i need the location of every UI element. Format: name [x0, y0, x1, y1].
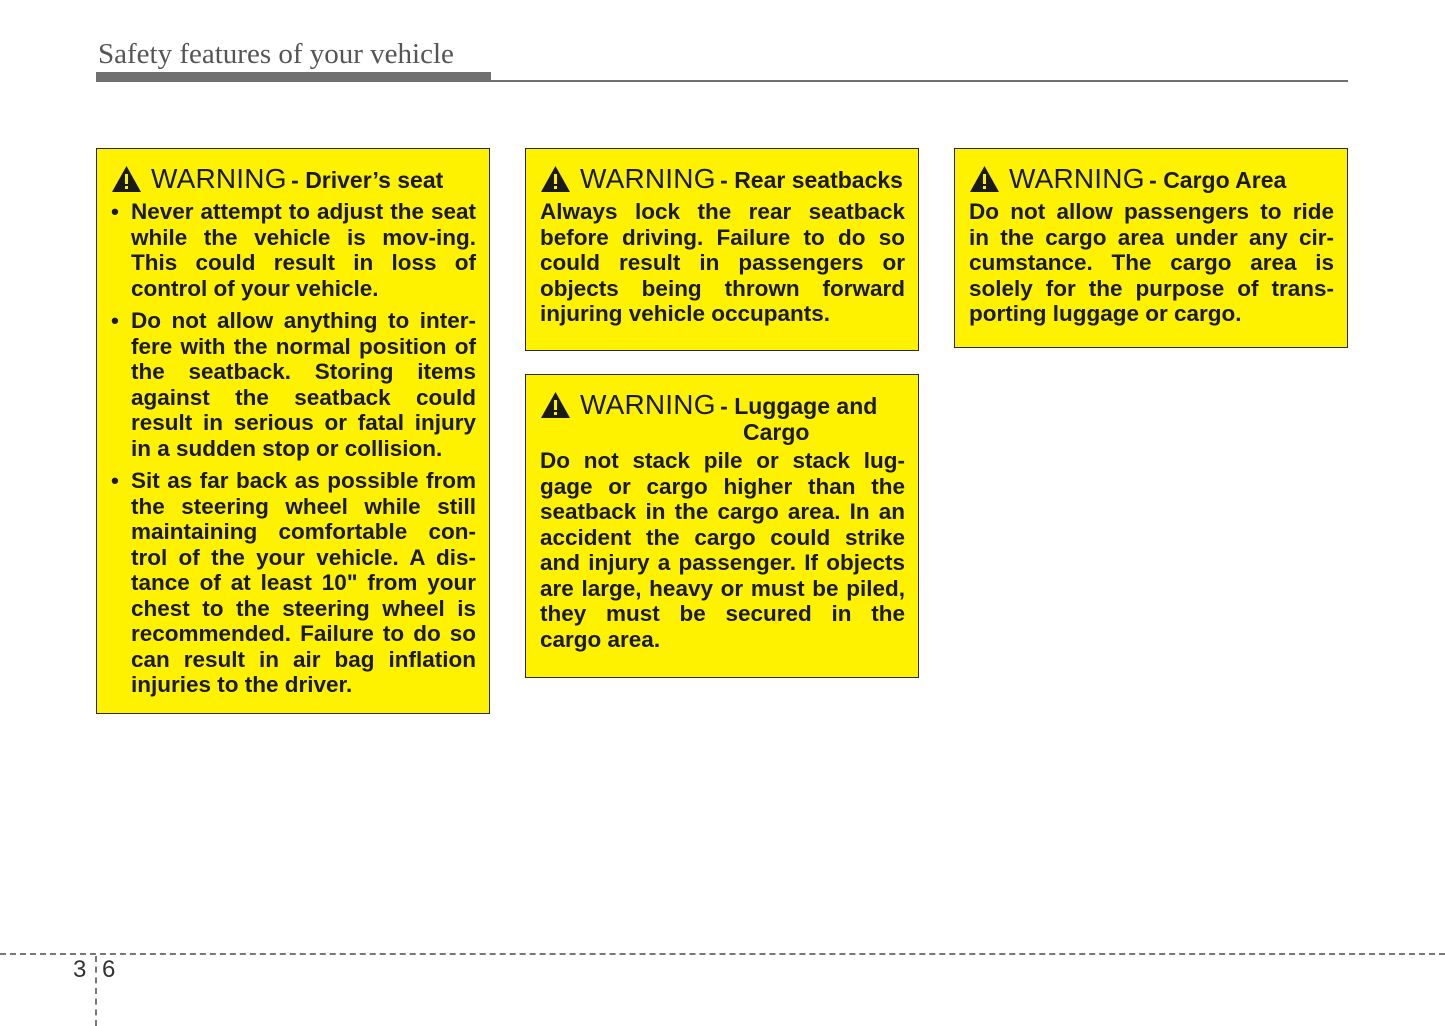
warning-subtitle: - Cargo Area: [1149, 167, 1287, 193]
warning-triangle-icon: [540, 391, 571, 419]
warning-text: Do not allow passengers to ride in the cargo area under any cir-cumstance. The cargo area is solely for the purpose of trans-porting luggage or cargo.: [969, 199, 1334, 326]
warning-subtitle: - Driver’s seat: [291, 167, 444, 193]
warning-heading: [969, 163, 1334, 197]
warning-label: WARNING: [580, 163, 716, 194]
list-item: • Do not allow anything to inter-fere with the normal position of the seatback. Storing items against the seatback could result in serious or fatal injury in a sudden stop or collision.: [111, 308, 476, 461]
warning-subtitle: - Rear seatbacks: [720, 167, 903, 193]
warning-triangle-icon: [969, 165, 1000, 193]
chapter-number: 3: [73, 956, 87, 983]
header-rule: [491, 80, 1348, 82]
warning-text: Always lock the rear seatback before driving. Failure to do so could result in passengers or objects being thrown forward injuring vehicle occupants.: [540, 199, 905, 326]
page-number: 6: [102, 956, 116, 983]
warning-label: WARNING: [151, 163, 287, 194]
warning-subtitle: - Luggage and: [720, 393, 878, 419]
warning-bullet-list: [111, 199, 476, 698]
header-bar-thick: [96, 72, 491, 82]
warning-label: WARNING: [580, 389, 716, 420]
warning-heading: [540, 389, 905, 446]
warning-box-drivers-seat: [96, 148, 490, 714]
list-item: • Never attempt to adjust the seat while the vehicle is mov-ing. This could result in loss of control of your vehicle.: [111, 199, 476, 301]
footer-divider: [95, 956, 97, 1026]
warning-triangle-icon: [111, 165, 142, 193]
list-item: • Sit as far back as possible from the steering wheel while still maintaining comfortable con-trol of the your vehicle. A dis-tance of at least 10" from your chest to the steering wheel is recommended. Failure to do so can result in air bag inflation injuries to the driver.: [111, 468, 476, 698]
warning-heading: [540, 163, 905, 197]
warning-heading: [111, 163, 476, 197]
warning-box-luggage-cargo: [525, 374, 919, 678]
warning-box-cargo-area: [954, 148, 1348, 348]
footer-rule: [0, 953, 1445, 955]
warning-subtitle-continued: Cargo: [743, 419, 810, 445]
warning-box-rear-seatbacks: [525, 148, 919, 351]
warning-triangle-icon: [540, 165, 571, 193]
warning-label: WARNING: [1009, 163, 1145, 194]
warning-text: Do not stack pile or stack lug-gage or cargo higher than the seatback in the cargo area. In an accident the cargo could strike and injury a passenger. If objects are large, heavy or must be piled, they must be secured in the cargo area.: [540, 448, 905, 652]
page-title: Safety features of your vehicle: [98, 38, 454, 70]
